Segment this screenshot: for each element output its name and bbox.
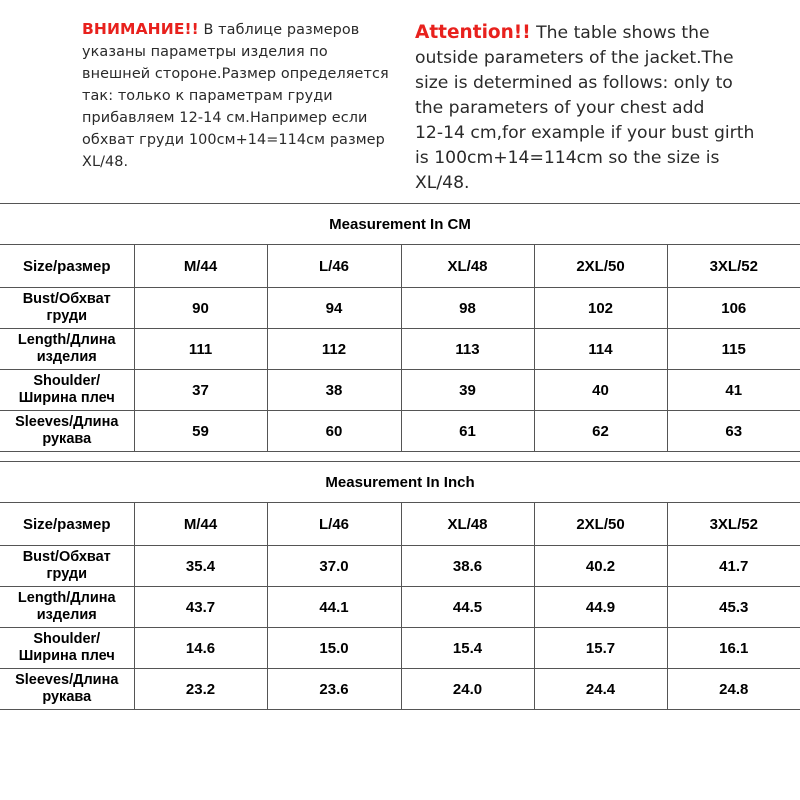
table-row [0, 587, 800, 628]
value-cell: 23.6 [267, 669, 401, 710]
english-size-notice [415, 20, 754, 196]
value-cell: 15.0 [267, 628, 401, 669]
value-cell: 113 [401, 329, 534, 370]
english-notice-line: is 100cm+14=114cm so the size is [415, 148, 720, 168]
size-header-cell: 3XL/52 [667, 245, 800, 288]
value-cell: 62 [534, 411, 667, 452]
size-header-cell: M/44 [134, 503, 267, 546]
value-cell: 24.0 [401, 669, 534, 710]
value-cell: 45.3 [667, 587, 800, 628]
value-cell: 112 [267, 329, 401, 370]
value-cell: 15.7 [534, 628, 667, 669]
value-cell: 38 [267, 370, 401, 411]
row-label: Sleeves/Длина рукава [0, 669, 134, 710]
russian-notice-line: указаны параметры изделия по [82, 44, 328, 60]
row-label: Bust/Обхват груди [0, 288, 134, 329]
value-cell: 35.4 [134, 546, 267, 587]
english-notice-line: outside parameters of the jacket.The [415, 48, 734, 68]
english-notice-line-1: Attention!! The table shows the [415, 22, 710, 43]
table-row [0, 329, 800, 370]
table-title: Measurement In CM [0, 204, 800, 245]
english-notice-line: XL/48. [415, 173, 470, 193]
value-cell: 37.0 [267, 546, 401, 587]
russian-notice-line: прибавляем 12-14 см.Например если [82, 110, 368, 126]
size-header-cell: L/46 [267, 245, 401, 288]
value-cell: 61 [401, 411, 534, 452]
size-header-cell: XL/48 [401, 503, 534, 546]
value-cell: 24.8 [667, 669, 800, 710]
value-cell: 60 [267, 411, 401, 452]
value-cell: 40 [534, 370, 667, 411]
value-cell: 106 [667, 288, 800, 329]
value-cell: 115 [667, 329, 800, 370]
russian-notice-line: XL/48. [82, 154, 129, 170]
value-cell: 44.5 [401, 587, 534, 628]
value-cell: 114 [534, 329, 667, 370]
value-cell: 15.4 [401, 628, 534, 669]
table-row [0, 370, 800, 411]
english-notice-line: the parameters of your chest add [415, 98, 705, 118]
value-cell: 94 [267, 288, 401, 329]
value-cell: 41.7 [667, 546, 800, 587]
table-row [0, 628, 800, 669]
row-label: Length/Длина изделия [0, 329, 134, 370]
value-cell: 102 [534, 288, 667, 329]
row-label: Shoulder/ Ширина плеч [0, 628, 134, 669]
value-cell: 39 [401, 370, 534, 411]
value-cell: 24.4 [534, 669, 667, 710]
value-cell: 37 [134, 370, 267, 411]
value-cell: 111 [134, 329, 267, 370]
value-cell: 44.9 [534, 587, 667, 628]
russian-attention-heading: ВНИМАНИЕ!! [82, 20, 199, 38]
size-header-cell: 3XL/52 [667, 503, 800, 546]
value-cell: 23.2 [134, 669, 267, 710]
english-notice-line: 12-14 cm,for example if your bust girth [415, 123, 755, 143]
value-cell: 43.7 [134, 587, 267, 628]
english-attention-heading: Attention!! [415, 22, 531, 43]
size-table-cm [0, 203, 800, 452]
value-cell: 38.6 [401, 546, 534, 587]
table-row [0, 546, 800, 587]
size-header-cell: M/44 [134, 245, 267, 288]
value-cell: 16.1 [667, 628, 800, 669]
row-label: Shoulder/ Ширина плеч [0, 370, 134, 411]
size-table-inch [0, 461, 800, 710]
value-cell: 41 [667, 370, 800, 411]
table-title: Measurement In Inch [0, 462, 800, 503]
size-header-cell: L/46 [267, 503, 401, 546]
value-cell: 44.1 [267, 587, 401, 628]
size-header-cell: 2XL/50 [534, 503, 667, 546]
size-header-cell: XL/48 [401, 245, 534, 288]
size-header-label: Size/размер [0, 503, 134, 546]
row-label: Bust/Обхват груди [0, 546, 134, 587]
value-cell: 59 [134, 411, 267, 452]
table-row [0, 411, 800, 452]
russian-size-notice [82, 18, 389, 173]
value-cell: 40.2 [534, 546, 667, 587]
value-cell: 63 [667, 411, 800, 452]
russian-notice-line: обхват груди 100см+14=114см размер [82, 132, 385, 148]
russian-notice-line-1: ВНИМАНИЕ!! В таблице размеров [82, 20, 360, 38]
russian-notice-line: внешней стороне.Размер определяется [82, 66, 389, 82]
value-cell: 14.6 [134, 628, 267, 669]
table-row [0, 669, 800, 710]
row-label: Sleeves/Длина рукава [0, 411, 134, 452]
value-cell: 90 [134, 288, 267, 329]
russian-notice-line: так: только к параметрам груди [82, 88, 333, 104]
table-row [0, 288, 800, 329]
row-label: Length/Длина изделия [0, 587, 134, 628]
size-header-label: Size/размер [0, 245, 134, 288]
english-notice-line: size is determined as follows: only to [415, 73, 733, 93]
size-header-cell: 2XL/50 [534, 245, 667, 288]
value-cell: 98 [401, 288, 534, 329]
